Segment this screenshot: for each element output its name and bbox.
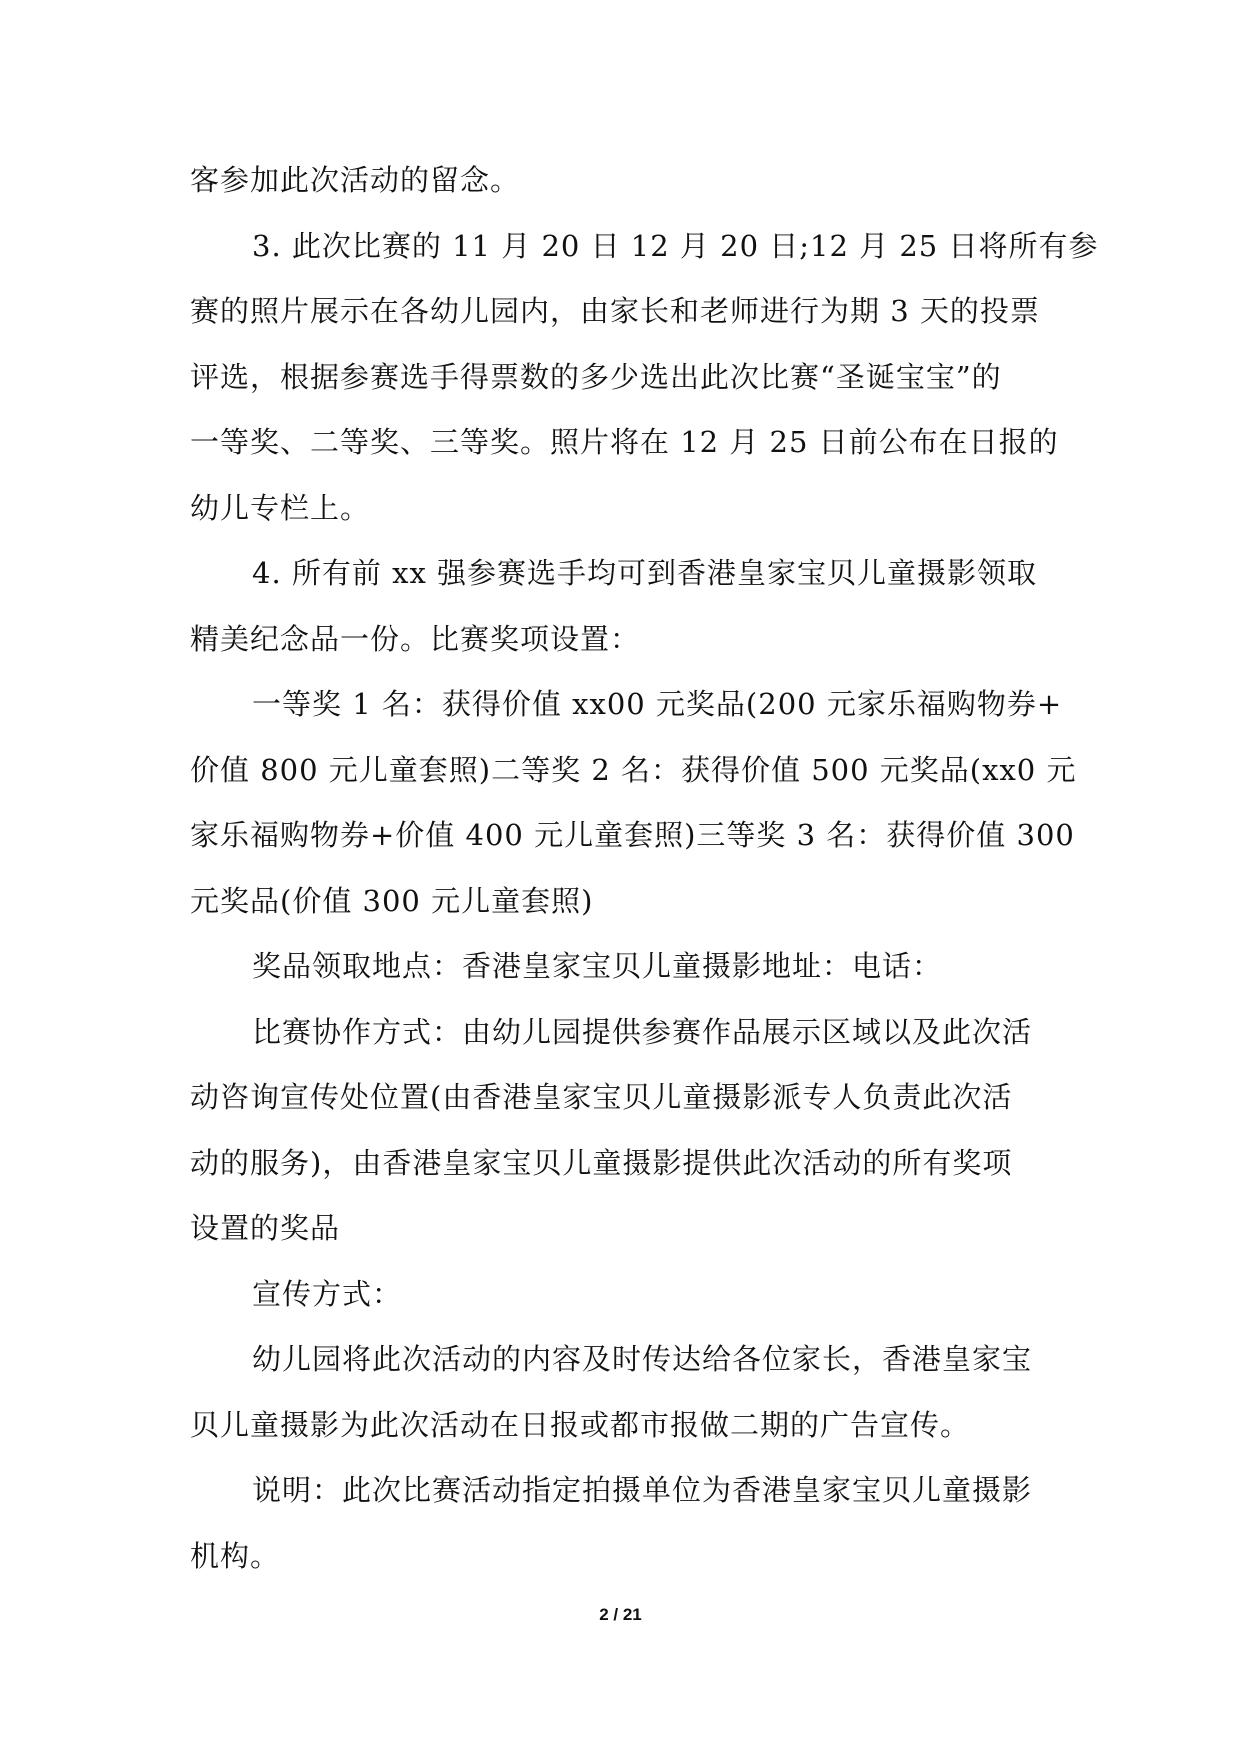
text-line: 4. 所有前 xx 强参赛选手均可到香港皇家宝贝儿童摄影领取 xyxy=(252,556,1038,590)
text-line: 奖品领取地点：香港皇家宝贝儿童摄影地址：电话： xyxy=(252,949,943,983)
text-line: 动的服务)，由香港皇家宝贝儿童摄影提供此次活动的所有奖项 xyxy=(190,1146,1013,1180)
text-line: 贝儿童摄影为此次活动在日报或都市报做二期的广告宣传。 xyxy=(190,1408,971,1442)
text-line: 幼儿专栏上。 xyxy=(190,491,371,525)
text-line: 3. 此次比赛的 11 月 20 日 12 月 20 日;12 月 25 日将所有参 xyxy=(252,229,1099,263)
text-line: 家乐福购物券+价值 400 元儿童套照)三等奖 3 名：获得价值 300 xyxy=(190,818,1075,852)
text-line: 一等奖、二等奖、三等奖。照片将在 12 月 25 日前公布在日报的 xyxy=(190,425,1059,459)
text-line: 评选，根据参赛选手得票数的多少选出此次比赛“圣诞宝宝”的 xyxy=(190,360,1002,394)
text-line: 客参加此次活动的留念。 xyxy=(190,163,521,197)
text-line: 设置的奖品 xyxy=(190,1211,341,1245)
text-line: 幼儿园将此次活动的内容及时传达给各位家长，香港皇家宝 xyxy=(252,1342,1033,1376)
text-line: 价值 800 元儿童套照)二等奖 2 名：获得价值 500 元奖品(xx0 元 xyxy=(190,753,1077,787)
text-line: 赛的照片展示在各幼儿园内，由家长和老师进行为期 3 天的投票 xyxy=(190,294,1040,328)
text-line: 动咨询宣传处位置(由香港皇家宝贝儿童摄影派专人负责此次活 xyxy=(190,1080,1013,1114)
page-number: 2 / 21 xyxy=(599,1605,642,1624)
text-line: 机构。 xyxy=(190,1539,281,1573)
text-line: 说明：此次比赛活动指定拍摄单位为香港皇家宝贝儿童摄影 xyxy=(252,1473,1033,1507)
text-line: 精美纪念品一份。比赛奖项设置： xyxy=(190,622,641,656)
text-line: 宣传方式： xyxy=(252,1277,403,1311)
text-line: 元奖品(价值 300 元儿童套照) xyxy=(190,884,594,918)
text-line: 比赛协作方式：由幼儿园提供参赛作品展示区域以及此次活 xyxy=(252,1015,1033,1049)
text-line: 一等奖 1 名：获得价值 xx00 元奖品(200 元家乐福购物券+ xyxy=(252,687,1063,721)
